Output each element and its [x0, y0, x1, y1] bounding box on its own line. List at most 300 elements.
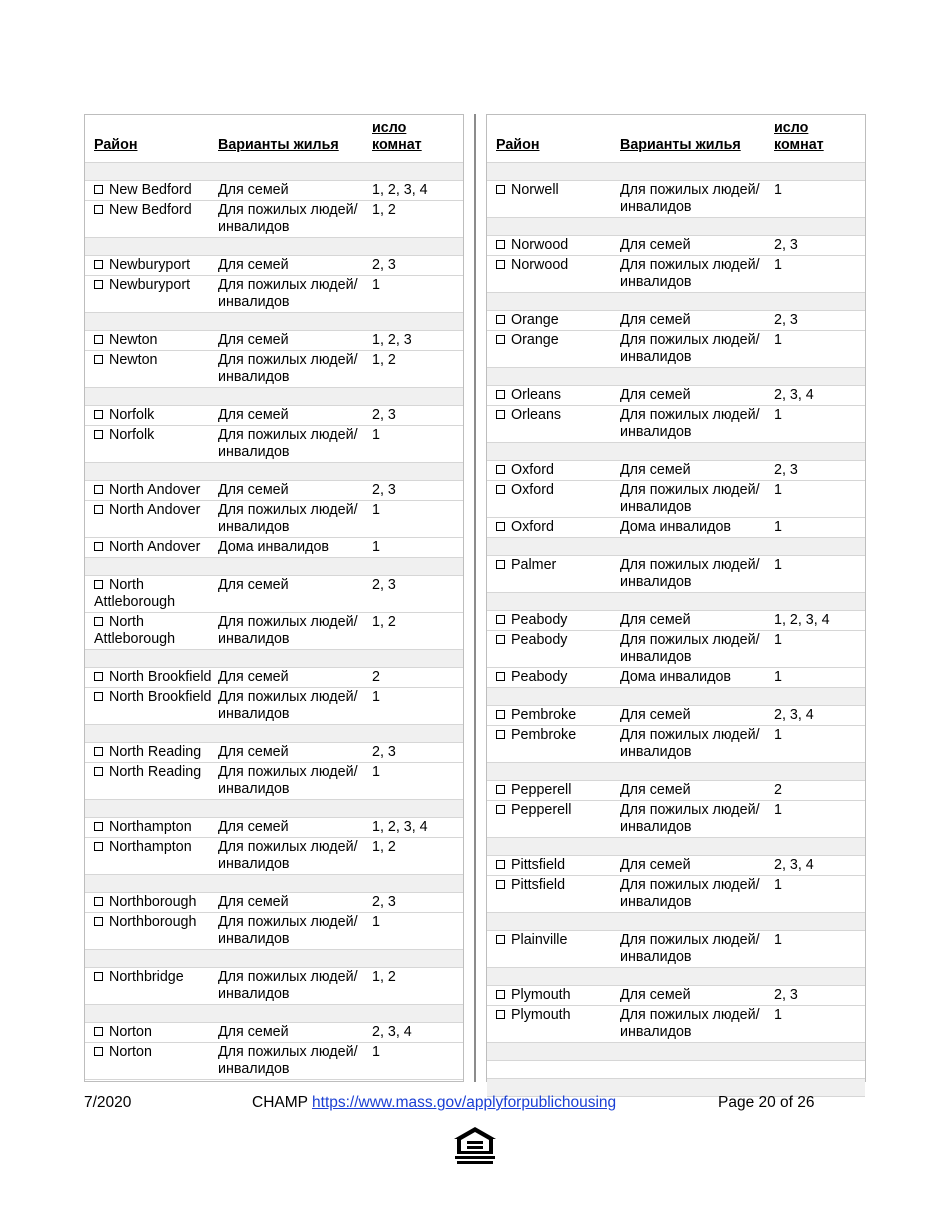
district-cell	[85, 406, 218, 426]
spacer-row	[487, 293, 865, 311]
housing-type-cell: Для семей	[620, 611, 774, 631]
district-name: Pittsfield	[511, 877, 566, 893]
district-name: New Bedford	[109, 202, 192, 218]
district-cell	[85, 256, 218, 276]
housing-type-cell: Для пожилых людей/инвалидов	[620, 631, 774, 668]
housing-type-cell: Для семей	[620, 706, 774, 726]
rooms-cell: 1, 2, 3, 4	[774, 611, 865, 631]
table-row	[487, 856, 865, 876]
rooms-cell: 2, 3	[372, 743, 463, 763]
district-name: North Brookfield	[109, 689, 212, 705]
checkbox[interactable]	[496, 860, 505, 869]
checkbox[interactable]	[94, 430, 103, 439]
table-row	[487, 406, 865, 443]
district-name: Oxford	[511, 519, 554, 535]
page-number: Page 20 of 26	[718, 1094, 815, 1111]
checkbox[interactable]	[496, 485, 505, 494]
district-name: Norwell	[511, 182, 559, 198]
checkbox[interactable]	[496, 710, 505, 719]
district-name: Palmer	[511, 557, 557, 573]
housing-type-cell: Для семей	[218, 406, 372, 426]
housing-type-cell: Для пожилых людей/инвалидов	[620, 481, 774, 518]
rooms-cell: 1	[372, 688, 463, 725]
spacer-cell	[85, 163, 463, 181]
footer-date: 7/2020	[84, 1094, 132, 1111]
table-header	[487, 115, 865, 163]
spacer-cell	[85, 800, 463, 818]
district-cell	[85, 351, 218, 388]
checkbox[interactable]	[496, 935, 505, 944]
district-name: North Attleborough	[94, 577, 176, 610]
district-name: North Reading	[109, 764, 202, 780]
table-row	[85, 501, 463, 538]
spacer-cell	[85, 725, 463, 743]
rooms-cell: 1	[774, 481, 865, 518]
spacer-cell	[487, 443, 865, 461]
header-district: Район	[487, 115, 620, 163]
district-cell	[487, 931, 620, 968]
district-name: North Andover	[109, 502, 201, 518]
table-row	[487, 181, 865, 218]
equal-housing-opportunity-icon	[451, 1126, 499, 1166]
checkbox[interactable]	[94, 335, 103, 344]
rooms-cell: 1, 2, 3	[372, 331, 463, 351]
housing-type-cell: Для семей	[218, 818, 372, 838]
district-name: Pembroke	[511, 727, 577, 743]
rooms-cell: 2, 3, 4	[774, 706, 865, 726]
district-cell	[487, 181, 620, 218]
district-cell	[487, 556, 620, 593]
checkbox[interactable]	[496, 410, 505, 419]
housing-type-cell: Для пожилых людей/инвалидов	[620, 331, 774, 368]
rooms-cell: 1	[774, 631, 865, 668]
rooms-cell: 1	[774, 331, 865, 368]
housing-type-cell: Для семей	[218, 668, 372, 688]
spacer-row	[487, 368, 865, 386]
housing-type-cell: Для пожилых людей/инвалидов	[620, 556, 774, 593]
table-row	[85, 1043, 463, 1080]
district-name: Norfolk	[109, 427, 155, 443]
housing-type-cell: Для пожилых людей/инвалидов	[218, 688, 372, 725]
checkbox[interactable]	[94, 1047, 103, 1056]
spacer-row	[487, 838, 865, 856]
table-row	[487, 611, 865, 631]
district-name: New Bedford	[109, 182, 192, 198]
district-cell	[487, 481, 620, 518]
spacer-cell	[487, 763, 865, 781]
housing-type-cell: Дома инвалидов	[620, 518, 774, 538]
district-name: Pembroke	[511, 707, 577, 723]
housing-type-cell: Для пожилых людей/инвалидов	[218, 613, 372, 650]
rooms-cell: 1	[372, 913, 463, 950]
district-name: Norwood	[511, 257, 569, 273]
rooms-cell: 1	[774, 668, 865, 688]
table-row	[85, 893, 463, 913]
checkbox[interactable]	[496, 390, 505, 399]
housing-type-cell: Для семей	[218, 893, 372, 913]
spacer-cell	[85, 238, 463, 256]
spacer-row	[487, 538, 865, 556]
checkbox[interactable]	[496, 880, 505, 889]
checkbox[interactable]	[496, 560, 505, 569]
rooms-cell: 1, 2	[372, 968, 463, 1005]
checkbox[interactable]	[94, 505, 103, 514]
checkbox[interactable]	[496, 522, 505, 531]
rooms-cell: 2	[372, 668, 463, 688]
rooms-cell: 1	[774, 406, 865, 443]
checkbox[interactable]	[94, 672, 103, 681]
district-cell	[85, 501, 218, 538]
rooms-cell: 2, 3	[372, 893, 463, 913]
spacer-row	[487, 1061, 865, 1079]
header-housing: Варианты жилья	[620, 115, 774, 163]
housing-tables	[84, 114, 866, 1082]
housing-type-cell: Дома инвалидов	[218, 538, 372, 558]
district-name: Newton	[109, 352, 158, 368]
housing-type-cell: Для пожилых людей/инвалидов	[218, 1043, 372, 1080]
checkbox[interactable]	[496, 315, 505, 324]
spacer-cell	[487, 593, 865, 611]
rooms-cell: 2	[774, 781, 865, 801]
table-row	[487, 726, 865, 763]
district-name: Orange	[511, 332, 559, 348]
district-cell	[487, 611, 620, 631]
district-cell	[487, 986, 620, 1006]
spacer-cell	[85, 1005, 463, 1023]
district-cell	[85, 276, 218, 313]
checkbox[interactable]	[94, 580, 103, 589]
housing-type-cell: Для пожилых людей/инвалидов	[218, 838, 372, 875]
district-name: Orleans	[511, 387, 562, 403]
checkbox[interactable]	[94, 205, 103, 214]
housing-type-cell: Для пожилых людей/инвалидов	[620, 931, 774, 968]
spacer-cell	[487, 293, 865, 311]
district-cell	[487, 406, 620, 443]
checkbox[interactable]	[496, 260, 505, 269]
header-housing: Варианты жилья	[218, 115, 372, 163]
rooms-cell: 1	[774, 931, 865, 968]
spacer-row	[85, 238, 463, 256]
district-cell	[85, 538, 218, 558]
rooms-cell: 2, 3	[774, 311, 865, 331]
district-name: North Andover	[109, 482, 201, 498]
housing-type-cell: Для семей	[218, 256, 372, 276]
rooms-cell: 2, 3	[774, 986, 865, 1006]
checkbox[interactable]	[94, 1027, 103, 1036]
housing-type-cell: Для пожилых людей/инвалидов	[620, 406, 774, 443]
district-cell	[487, 1006, 620, 1043]
checkbox[interactable]	[496, 240, 505, 249]
district-cell	[487, 311, 620, 331]
rooms-cell: 1	[774, 518, 865, 538]
district-name: Peabody	[511, 669, 568, 685]
checkbox[interactable]	[496, 465, 505, 474]
housing-type-cell: Для пожилых людей/инвалидов	[218, 501, 372, 538]
spacer-cell	[487, 1061, 865, 1079]
checkbox[interactable]	[496, 990, 505, 999]
district-name: Northborough	[109, 894, 197, 910]
housing-type-cell: Для семей	[620, 386, 774, 406]
spacer-row	[487, 913, 865, 931]
spacer-row	[85, 650, 463, 668]
checkbox[interactable]	[496, 635, 505, 644]
checkbox[interactable]	[94, 842, 103, 851]
table-row	[85, 201, 463, 238]
district-cell	[85, 576, 218, 613]
housing-type-cell: Для пожилых людей/инвалидов	[620, 726, 774, 763]
district-cell	[487, 668, 620, 688]
district-name: Peabody	[511, 612, 568, 628]
table-header	[85, 115, 463, 163]
spacer-row	[487, 218, 865, 236]
district-cell	[85, 181, 218, 201]
district-name: Northborough	[109, 914, 197, 930]
table-row	[487, 801, 865, 838]
rooms-cell: 1	[372, 501, 463, 538]
district-name: North Reading	[109, 744, 202, 760]
district-cell	[85, 968, 218, 1005]
spacer-row	[487, 443, 865, 461]
checkbox[interactable]	[94, 185, 103, 194]
district-name: Norton	[109, 1024, 152, 1040]
table-row	[487, 461, 865, 481]
district-name: Orange	[511, 312, 559, 328]
district-name: North Andover	[109, 539, 201, 555]
spacer-row	[85, 388, 463, 406]
district-name: Newburyport	[109, 257, 191, 273]
housing-type-cell: Для семей	[218, 1023, 372, 1043]
rooms-cell: 1, 2	[372, 613, 463, 650]
district-cell	[487, 631, 620, 668]
spacer-cell	[487, 218, 865, 236]
district-cell	[487, 518, 620, 538]
rooms-cell: 1, 2, 3, 4	[372, 818, 463, 838]
housing-type-cell: Для пожилых людей/инвалидов	[620, 801, 774, 838]
table-row	[487, 311, 865, 331]
district-cell	[85, 1023, 218, 1043]
housing-table-right	[487, 115, 865, 1097]
checkbox[interactable]	[94, 767, 103, 776]
district-cell	[487, 856, 620, 876]
district-cell	[487, 386, 620, 406]
header-rooms: исло комнат	[774, 115, 865, 163]
district-cell	[85, 818, 218, 838]
rooms-cell: 1, 2	[372, 201, 463, 238]
spacer-cell	[487, 163, 865, 181]
table-row	[85, 481, 463, 501]
district-name: Norton	[109, 1044, 152, 1060]
table-row	[85, 256, 463, 276]
checkbox[interactable]	[94, 692, 103, 701]
table-row	[487, 481, 865, 518]
district-cell	[85, 481, 218, 501]
checkbox[interactable]	[496, 672, 505, 681]
district-cell	[85, 426, 218, 463]
housing-type-cell: Для семей	[218, 576, 372, 613]
housing-table-left	[85, 115, 463, 1080]
checkbox[interactable]	[496, 1010, 505, 1019]
left-column	[84, 114, 464, 1082]
spacer-row	[487, 593, 865, 611]
table-row	[85, 181, 463, 201]
rooms-cell: 1	[774, 876, 865, 913]
checkbox[interactable]	[496, 615, 505, 624]
district-cell	[487, 461, 620, 481]
right-column	[486, 114, 866, 1082]
table-row	[85, 331, 463, 351]
table-row	[85, 743, 463, 763]
district-name: Newton	[109, 332, 158, 348]
champ-label: CHAMP	[252, 1094, 308, 1111]
district-cell	[487, 876, 620, 913]
district-name: Plymouth	[511, 1007, 571, 1023]
district-name: North Brookfield	[109, 669, 212, 685]
rooms-cell: 1	[774, 556, 865, 593]
district-name: Oxford	[511, 482, 554, 498]
rooms-cell: 2, 3, 4	[774, 856, 865, 876]
table-row	[85, 538, 463, 558]
checkbox[interactable]	[94, 747, 103, 756]
rooms-cell: 1	[372, 763, 463, 800]
district-name: Pepperell	[511, 782, 572, 798]
spacer-row	[85, 313, 463, 331]
table-row	[85, 913, 463, 950]
table-row	[85, 351, 463, 388]
housing-type-cell: Для семей	[620, 236, 774, 256]
checkbox[interactable]	[94, 280, 103, 289]
housing-type-cell: Для семей	[218, 331, 372, 351]
housing-type-cell: Для семей	[620, 986, 774, 1006]
district-cell	[85, 331, 218, 351]
district-cell	[85, 743, 218, 763]
spacer-row	[487, 688, 865, 706]
table-row	[487, 236, 865, 256]
column-divider	[474, 114, 476, 1082]
checkbox[interactable]	[496, 730, 505, 739]
rooms-cell: 1	[372, 538, 463, 558]
district-name: Plainville	[511, 932, 568, 948]
district-cell	[85, 913, 218, 950]
spacer-cell	[85, 313, 463, 331]
checkbox[interactable]	[496, 785, 505, 794]
table-row	[85, 968, 463, 1005]
checkbox[interactable]	[496, 805, 505, 814]
spacer-row	[487, 1043, 865, 1061]
table-row	[487, 986, 865, 1006]
district-cell	[85, 838, 218, 875]
district-cell	[487, 256, 620, 293]
spacer-cell	[487, 838, 865, 856]
table-row	[85, 1023, 463, 1043]
district-cell	[487, 236, 620, 256]
district-name: Norwood	[511, 237, 569, 253]
table-row	[85, 613, 463, 650]
rooms-cell: 1, 2	[372, 351, 463, 388]
spacer-cell	[85, 463, 463, 481]
district-name: Pepperell	[511, 802, 572, 818]
checkbox[interactable]	[94, 822, 103, 831]
rooms-cell: 2, 3	[774, 461, 865, 481]
table-row	[85, 406, 463, 426]
table-row	[85, 576, 463, 613]
checkbox[interactable]	[94, 972, 103, 981]
rooms-cell: 2, 3, 4	[372, 1023, 463, 1043]
housing-type-cell: Для семей	[218, 181, 372, 201]
rooms-cell: 2, 3	[372, 576, 463, 613]
table-row	[85, 668, 463, 688]
table-row	[487, 331, 865, 368]
checkbox[interactable]	[94, 485, 103, 494]
district-name: Plymouth	[511, 987, 571, 1003]
housing-type-cell: Для пожилых людей/инвалидов	[218, 276, 372, 313]
spacer-row	[85, 725, 463, 743]
rooms-cell: 1	[774, 801, 865, 838]
checkbox[interactable]	[94, 260, 103, 269]
spacer-row	[85, 558, 463, 576]
spacer-row	[487, 968, 865, 986]
spacer-row	[487, 763, 865, 781]
district-cell	[85, 893, 218, 913]
table-body-left	[85, 163, 463, 1080]
rooms-cell: 2, 3	[774, 236, 865, 256]
spacer-cell	[487, 968, 865, 986]
housing-type-cell: Для семей	[620, 781, 774, 801]
checkbox[interactable]	[94, 410, 103, 419]
table-row	[487, 1006, 865, 1043]
checkbox[interactable]	[94, 355, 103, 364]
table-row	[85, 818, 463, 838]
table-row	[487, 556, 865, 593]
rooms-cell: 1	[372, 1043, 463, 1080]
spacer-row	[85, 1005, 463, 1023]
spacer-row	[85, 800, 463, 818]
checkbox[interactable]	[94, 917, 103, 926]
spacer-cell	[85, 650, 463, 668]
rooms-cell: 1, 2, 3, 4	[372, 181, 463, 201]
housing-type-cell: Для пожилых людей/инвалидов	[620, 1006, 774, 1043]
housing-type-cell: Для семей	[620, 856, 774, 876]
checkbox[interactable]	[94, 542, 103, 551]
apply-link[interactable]: https://www.mass.gov/applyforpublichousing	[312, 1094, 617, 1111]
page-footer	[84, 1094, 866, 1114]
checkbox[interactable]	[496, 185, 505, 194]
table-row	[487, 256, 865, 293]
checkbox[interactable]	[94, 617, 103, 626]
housing-type-cell: Для пожилых людей/инвалидов	[218, 426, 372, 463]
spacer-row	[85, 950, 463, 968]
table-row	[487, 668, 865, 688]
spacer-cell	[85, 950, 463, 968]
district-name: Pittsfield	[511, 857, 566, 873]
spacer-cell	[85, 558, 463, 576]
footer-champ	[252, 1094, 616, 1112]
district-cell	[85, 201, 218, 238]
table-row	[85, 763, 463, 800]
table-row	[85, 688, 463, 725]
housing-type-cell: Для семей	[620, 461, 774, 481]
district-cell	[487, 801, 620, 838]
district-cell	[487, 726, 620, 763]
district-cell	[85, 613, 218, 650]
district-name: Peabody	[511, 632, 568, 648]
housing-type-cell: Для пожилых людей/инвалидов	[218, 763, 372, 800]
checkbox[interactable]	[94, 897, 103, 906]
district-name: Norfolk	[109, 407, 155, 423]
district-cell	[85, 668, 218, 688]
spacer-cell	[487, 538, 865, 556]
checkbox[interactable]	[496, 335, 505, 344]
spacer-row	[85, 875, 463, 893]
